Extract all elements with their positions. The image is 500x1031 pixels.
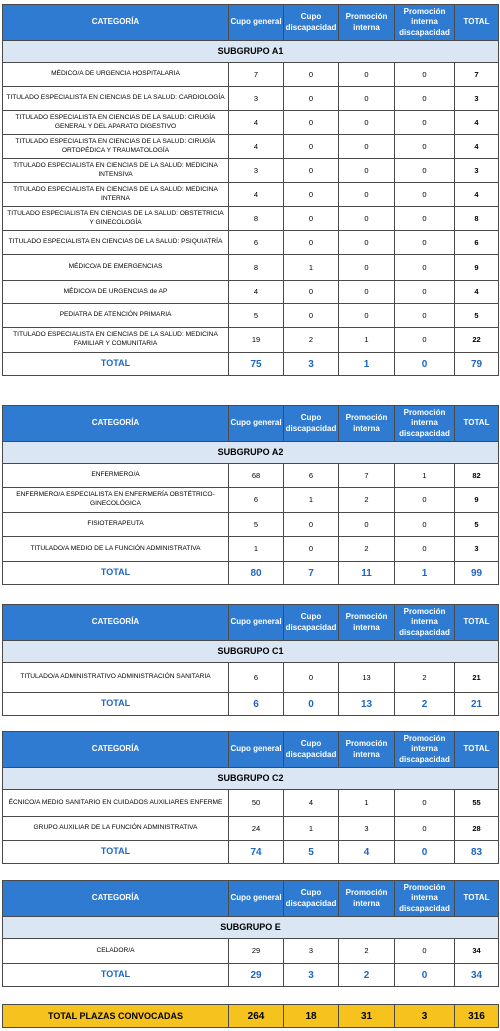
cupo-general-cell: 4 — [229, 281, 284, 304]
cupo-discapacidad-cell: 0 — [284, 663, 339, 693]
table-row — [3, 513, 499, 537]
subgroup-title: SUBGRUPO A2 — [3, 442, 499, 464]
subgroup-table — [2, 405, 499, 585]
table-row — [3, 817, 499, 841]
header-cupo-discapacidad: Cupo discapacidad — [284, 605, 339, 641]
grand-total-label: TOTAL PLAZAS CONVOCADAS — [3, 1005, 229, 1028]
total-cell: 6 — [455, 231, 499, 255]
cupo-discapacidad-cell: 1 — [284, 817, 339, 841]
cupo-discapacidad-cell: 0 — [284, 304, 339, 328]
table-row — [3, 464, 499, 488]
subgroup-row — [3, 917, 499, 939]
table-row — [3, 939, 499, 964]
total-cell: 4 — [455, 111, 499, 135]
cupo-general-cell: 5 — [229, 513, 284, 537]
total-row — [3, 964, 499, 987]
total-cell: 82 — [455, 464, 499, 488]
category-cell: TITULADO ESPECIALISTA EN CIENCIAS DE LA SALUD: OBSTETRICIA Y GINECOLOGÍA — [3, 207, 229, 231]
cupo-discapacidad-cell: 1 — [284, 488, 339, 513]
total-promocion-interna: 11 — [339, 562, 395, 585]
header-promocion-interna-discapacidad: Promoción interna discapacidad — [395, 406, 455, 442]
header-promocion-interna: Promoción interna — [339, 881, 395, 917]
cupo-general-cell: 1 — [229, 537, 284, 562]
category-cell: PEDIATRA DE ATENCIÓN PRIMARIA — [3, 304, 229, 328]
category-cell: TITULADO ESPECIALISTA EN CIENCIAS DE LA SALUD: CIRUGÍA ORTOPÉDICA Y TRAUMATOLOGÍA — [3, 135, 229, 159]
header-promocion-interna: Promoción interna — [339, 406, 395, 442]
total-cupo-general: 6 — [229, 693, 284, 716]
header-cupo-discapacidad: Cupo discapacidad — [284, 881, 339, 917]
cupo-discapacidad-cell: 0 — [284, 183, 339, 207]
header-categoria: CATEGORÍA — [3, 5, 229, 41]
header-cupo-general: Cupo general — [229, 605, 284, 641]
promocion-interna-discapacidad-cell: 0 — [395, 939, 455, 964]
total-cell: 5 — [455, 304, 499, 328]
category-cell: TITULADO ESPECIALISTA EN CIENCIAS DE LA SALUD: MEDICINA INTERNA — [3, 183, 229, 207]
promocion-interna-cell: 1 — [339, 790, 395, 817]
grand-total-table — [2, 1004, 499, 1028]
table-row — [3, 87, 499, 111]
category-cell: ENFERMERO/A ESPECIALISTA EN ENFERMERÍA OBSTÉTRICO-GINECOLÓGICA — [3, 488, 229, 513]
total-cell: 4 — [455, 135, 499, 159]
header-promocion-interna: Promoción interna — [339, 5, 395, 41]
grand-total-row — [3, 1005, 499, 1028]
cupo-general-cell: 3 — [229, 159, 284, 183]
promocion-interna-discapacidad-cell: 0 — [395, 87, 455, 111]
header-cupo-discapacidad: Cupo discapacidad — [284, 732, 339, 768]
cupo-general-cell: 68 — [229, 464, 284, 488]
cupo-discapacidad-cell: 0 — [284, 281, 339, 304]
total-cell: 8 — [455, 207, 499, 231]
table-row — [3, 537, 499, 562]
total-cupo-discapacidad: 7 — [284, 562, 339, 585]
category-cell: TITULADO ESPECIALISTA EN CIENCIAS DE LA SALUD: CARDIOLOGÍA — [3, 87, 229, 111]
promocion-interna-cell: 0 — [339, 281, 395, 304]
promocion-interna-discapacidad-cell: 0 — [395, 111, 455, 135]
cupo-discapacidad-cell: 0 — [284, 231, 339, 255]
total-cupo-general: 80 — [229, 562, 284, 585]
promocion-interna-cell: 0 — [339, 111, 395, 135]
total-cupo-discapacidad: 3 — [284, 353, 339, 376]
header-row — [3, 5, 499, 41]
subgroup-table — [2, 4, 499, 376]
subgroup-table — [2, 604, 499, 716]
header-promocion-interna-discapacidad: Promoción interna discapacidad — [395, 605, 455, 641]
cupo-discapacidad-cell: 2 — [284, 328, 339, 353]
promocion-interna-cell: 2 — [339, 939, 395, 964]
cupo-discapacidad-cell: 0 — [284, 159, 339, 183]
total-cell: 21 — [455, 663, 499, 693]
total-cell: 5 — [455, 513, 499, 537]
category-cell: TITULADO/A MEDIO DE LA FUNCIÓN ADMINISTRATIVA — [3, 537, 229, 562]
promocion-interna-discapacidad-cell: 0 — [395, 513, 455, 537]
category-cell: TITULADO ESPECIALISTA EN CIENCIAS DE LA SALUD: CIRUGÍA GENERAL Y DEL APARATO DIGESTIVO — [3, 111, 229, 135]
cupo-discapacidad-cell: 3 — [284, 939, 339, 964]
promocion-interna-discapacidad-cell: 0 — [395, 231, 455, 255]
promocion-interna-cell: 2 — [339, 488, 395, 513]
cupo-general-cell: 6 — [229, 663, 284, 693]
table-row — [3, 790, 499, 817]
promocion-interna-cell: 0 — [339, 159, 395, 183]
header-categoria: CATEGORÍA — [3, 881, 229, 917]
promocion-interna-discapacidad-cell: 0 — [395, 207, 455, 231]
subgroup-table — [2, 731, 499, 864]
total-cupo-discapacidad: 0 — [284, 693, 339, 716]
promocion-interna-discapacidad-cell: 0 — [395, 281, 455, 304]
table-row — [3, 159, 499, 183]
header-cupo-general: Cupo general — [229, 5, 284, 41]
promocion-interna-cell: 0 — [339, 207, 395, 231]
cupo-discapacidad-cell: 6 — [284, 464, 339, 488]
total-cell: 34 — [455, 939, 499, 964]
table-row — [3, 328, 499, 353]
total-promocion-interna-discapacidad: 1 — [395, 562, 455, 585]
promocion-interna-cell: 3 — [339, 817, 395, 841]
total-promocion-interna: 13 — [339, 693, 395, 716]
total-cell: 9 — [455, 488, 499, 513]
total-cupo-general: 75 — [229, 353, 284, 376]
cupo-general-cell: 4 — [229, 135, 284, 159]
header-row — [3, 732, 499, 768]
grand-total-cupo-discapacidad: 18 — [284, 1005, 339, 1028]
cupo-discapacidad-cell: 0 — [284, 111, 339, 135]
header-row — [3, 605, 499, 641]
table-row — [3, 231, 499, 255]
promocion-interna-cell: 0 — [339, 513, 395, 537]
header-categoria: CATEGORÍA — [3, 605, 229, 641]
header-total: TOTAL — [455, 732, 499, 768]
total-label: TOTAL — [3, 353, 229, 376]
header-total: TOTAL — [455, 406, 499, 442]
grand-total-promocion-interna: 31 — [339, 1005, 395, 1028]
category-cell: MÉDICO/A DE URGENCIA HOSPITALARIA — [3, 63, 229, 87]
cupo-discapacidad-cell: 4 — [284, 790, 339, 817]
table-row — [3, 281, 499, 304]
subgroup-title: SUBGRUPO A1 — [3, 41, 499, 63]
category-cell: TITULADO/A ADMINISTRATIVO ADMINISTRACIÓN SANITARIA — [3, 663, 229, 693]
total-promocion-interna: 4 — [339, 841, 395, 864]
total-cupo-general: 74 — [229, 841, 284, 864]
table-row — [3, 63, 499, 87]
total-promocion-interna-discapacidad: 2 — [395, 693, 455, 716]
total-label: TOTAL — [3, 562, 229, 585]
total-cupo-general: 29 — [229, 964, 284, 987]
total-promocion-interna-discapacidad: 0 — [395, 353, 455, 376]
grand-total-cupo-general: 264 — [229, 1005, 284, 1028]
promocion-interna-cell: 0 — [339, 135, 395, 159]
cupo-general-cell: 5 — [229, 304, 284, 328]
header-cupo-discapacidad: Cupo discapacidad — [284, 406, 339, 442]
header-cupo-discapacidad: Cupo discapacidad — [284, 5, 339, 41]
total-promocion-interna-discapacidad: 0 — [395, 964, 455, 987]
total-row — [3, 693, 499, 716]
promocion-interna-discapacidad-cell: 0 — [395, 328, 455, 353]
total-cupo-discapacidad: 3 — [284, 964, 339, 987]
category-cell: TITULADO ESPECIALISTA EN CIENCIAS DE LA SALUD: PSIQUIATRÍA — [3, 231, 229, 255]
promocion-interna-discapacidad-cell: 0 — [395, 159, 455, 183]
cupo-discapacidad-cell: 0 — [284, 537, 339, 562]
category-cell: GRUPO AUXILIAR DE LA FUNCIÓN ADMINISTRATIVA — [3, 817, 229, 841]
total-label: TOTAL — [3, 964, 229, 987]
cupo-general-cell: 4 — [229, 183, 284, 207]
promocion-interna-cell: 0 — [339, 87, 395, 111]
table-row — [3, 135, 499, 159]
total-row — [3, 841, 499, 864]
subgroup-row — [3, 442, 499, 464]
promocion-interna-cell: 0 — [339, 304, 395, 328]
total-total: 83 — [455, 841, 499, 864]
total-promocion-interna-discapacidad: 0 — [395, 841, 455, 864]
cupo-general-cell: 29 — [229, 939, 284, 964]
cupo-discapacidad-cell: 0 — [284, 63, 339, 87]
category-cell: MÉDICO/A DE URGENCIAS de AP — [3, 281, 229, 304]
promocion-interna-cell: 13 — [339, 663, 395, 693]
cupo-discapacidad-cell: 0 — [284, 207, 339, 231]
cupo-general-cell: 7 — [229, 63, 284, 87]
category-cell: TITULADO ESPECIALISTA EN CIENCIAS DE LA SALUD: MEDICINA FAMILIAR Y COMUNITARIA — [3, 328, 229, 353]
promocion-interna-discapacidad-cell: 1 — [395, 464, 455, 488]
total-cell: 4 — [455, 183, 499, 207]
cupo-discapacidad-cell: 1 — [284, 255, 339, 281]
cupo-general-cell: 6 — [229, 231, 284, 255]
total-cell: 22 — [455, 328, 499, 353]
total-cell: 3 — [455, 87, 499, 111]
header-promocion-interna-discapacidad: Promoción interna discapacidad — [395, 5, 455, 41]
promocion-interna-cell: 0 — [339, 231, 395, 255]
total-cell: 4 — [455, 281, 499, 304]
cupo-general-cell: 3 — [229, 87, 284, 111]
promocion-interna-discapacidad-cell: 0 — [395, 488, 455, 513]
cupo-discapacidad-cell: 0 — [284, 135, 339, 159]
table-row — [3, 304, 499, 328]
subgroup-title: SUBGRUPO C2 — [3, 768, 499, 790]
promocion-interna-cell: 0 — [339, 63, 395, 87]
cupo-general-cell: 50 — [229, 790, 284, 817]
promocion-interna-cell: 0 — [339, 255, 395, 281]
subgroup-row — [3, 768, 499, 790]
header-promocion-interna: Promoción interna — [339, 732, 395, 768]
promocion-interna-cell: 0 — [339, 183, 395, 207]
promocion-interna-discapacidad-cell: 0 — [395, 817, 455, 841]
header-promocion-interna: Promoción interna — [339, 605, 395, 641]
promocion-interna-discapacidad-cell: 0 — [395, 63, 455, 87]
total-row — [3, 353, 499, 376]
promocion-interna-cell: 1 — [339, 328, 395, 353]
total-total: 79 — [455, 353, 499, 376]
cupo-general-cell: 8 — [229, 255, 284, 281]
total-total: 99 — [455, 562, 499, 585]
header-total: TOTAL — [455, 5, 499, 41]
promocion-interna-cell: 7 — [339, 464, 395, 488]
header-promocion-interna-discapacidad: Promoción interna discapacidad — [395, 881, 455, 917]
header-cupo-general: Cupo general — [229, 881, 284, 917]
promocion-interna-discapacidad-cell: 2 — [395, 663, 455, 693]
promocion-interna-discapacidad-cell: 0 — [395, 537, 455, 562]
total-label: TOTAL — [3, 841, 229, 864]
promocion-interna-discapacidad-cell: 0 — [395, 183, 455, 207]
category-cell: MÉDICO/A DE EMERGENCIAS — [3, 255, 229, 281]
header-total: TOTAL — [455, 605, 499, 641]
header-row — [3, 406, 499, 442]
promocion-interna-discapacidad-cell: 0 — [395, 255, 455, 281]
category-cell: FISIOTERAPEUTA — [3, 513, 229, 537]
category-cell: CELADOR/A — [3, 939, 229, 964]
grand-total-total: 316 — [455, 1005, 499, 1028]
total-row — [3, 562, 499, 585]
total-cell: 3 — [455, 537, 499, 562]
total-cell: 28 — [455, 817, 499, 841]
total-total: 34 — [455, 964, 499, 987]
cupo-general-cell: 24 — [229, 817, 284, 841]
subgroup-table — [2, 880, 499, 987]
total-total: 21 — [455, 693, 499, 716]
header-promocion-interna-discapacidad: Promoción interna discapacidad — [395, 732, 455, 768]
cupo-general-cell: 8 — [229, 207, 284, 231]
header-cupo-general: Cupo general — [229, 406, 284, 442]
table-row — [3, 663, 499, 693]
subgroup-title: SUBGRUPO E — [3, 917, 499, 939]
total-cell: 3 — [455, 159, 499, 183]
category-cell: TITULADO ESPECIALISTA EN CIENCIAS DE LA SALUD: MEDICINA INTENSIVA — [3, 159, 229, 183]
table-row — [3, 255, 499, 281]
category-cell: ENFERMERO/A — [3, 464, 229, 488]
subgroup-title: SUBGRUPO C1 — [3, 641, 499, 663]
total-cell: 9 — [455, 255, 499, 281]
header-total: TOTAL — [455, 881, 499, 917]
total-promocion-interna: 2 — [339, 964, 395, 987]
header-cupo-general: Cupo general — [229, 732, 284, 768]
cupo-general-cell: 4 — [229, 111, 284, 135]
header-categoria: CATEGORÍA — [3, 406, 229, 442]
table-row — [3, 183, 499, 207]
promocion-interna-cell: 2 — [339, 537, 395, 562]
header-row — [3, 881, 499, 917]
table-row — [3, 207, 499, 231]
category-cell: ÉCNICO/A MEDIO SANITARIO EN CUIDADOS AUXILIARES ENFERME — [3, 790, 229, 817]
grand-total-promocion-interna-discapacidad: 3 — [395, 1005, 455, 1028]
cupo-discapacidad-cell: 0 — [284, 87, 339, 111]
total-cell: 55 — [455, 790, 499, 817]
total-cell: 7 — [455, 63, 499, 87]
promocion-interna-discapacidad-cell: 0 — [395, 304, 455, 328]
total-cupo-discapacidad: 5 — [284, 841, 339, 864]
cupo-discapacidad-cell: 0 — [284, 513, 339, 537]
subgroup-row — [3, 41, 499, 63]
cupo-general-cell: 19 — [229, 328, 284, 353]
total-label: TOTAL — [3, 693, 229, 716]
promocion-interna-discapacidad-cell: 0 — [395, 790, 455, 817]
promocion-interna-discapacidad-cell: 0 — [395, 135, 455, 159]
total-promocion-interna: 1 — [339, 353, 395, 376]
cupo-general-cell: 6 — [229, 488, 284, 513]
table-row — [3, 111, 499, 135]
subgroup-row — [3, 641, 499, 663]
header-categoria: CATEGORÍA — [3, 732, 229, 768]
table-row — [3, 488, 499, 513]
